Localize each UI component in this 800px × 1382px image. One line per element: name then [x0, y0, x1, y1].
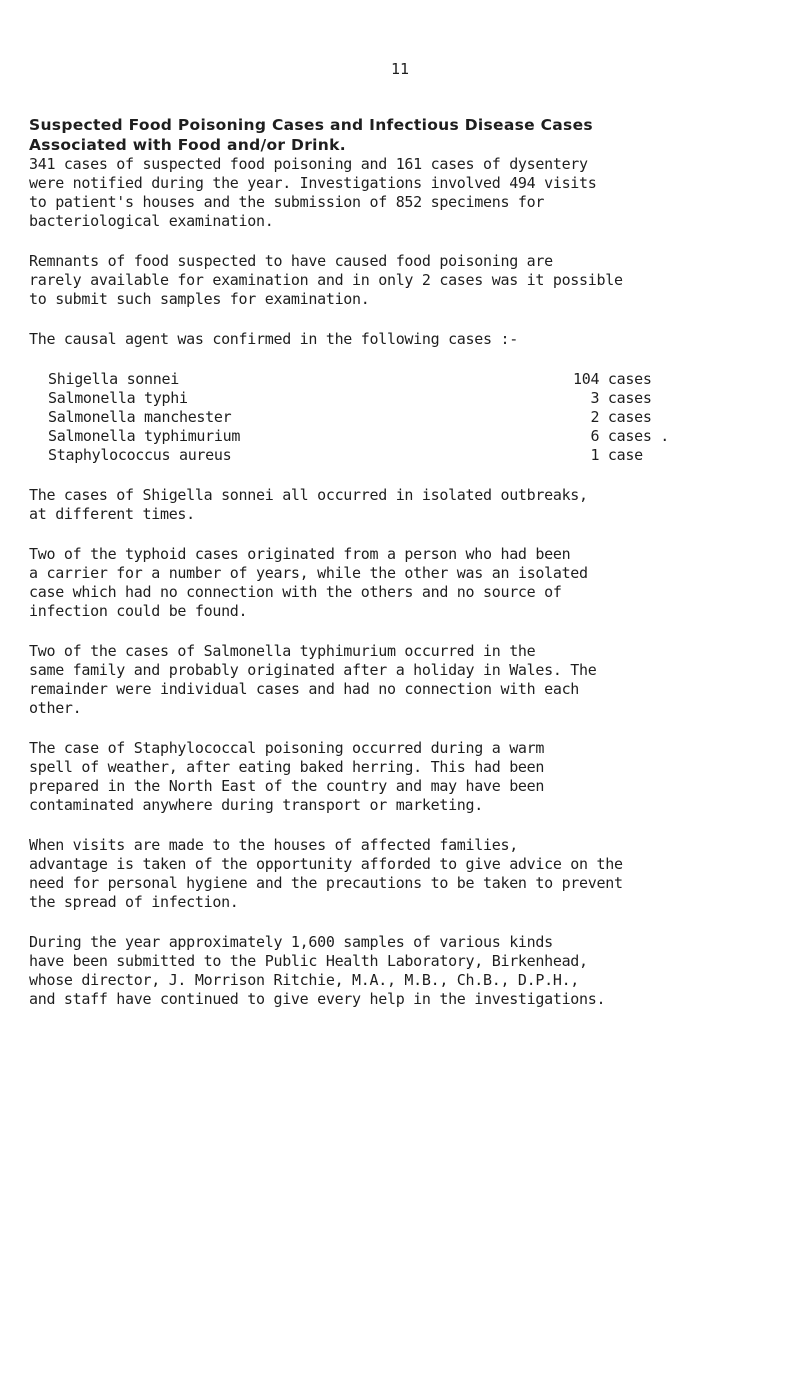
- paragraph-shigella: The cases of Shigella sonnei all occurred in isolated outbreaks, at different times.: [29, 486, 588, 523]
- list-item: [48, 427, 670, 446]
- paragraph-staphylococcal: The case of Staphylococcal poisoning occurred during a warm spell of weather, after eating baked herring. This had been prepared in the North East of the country and may have been contaminated anywhere during transport or marketing.: [29, 739, 545, 814]
- list-item: [48, 389, 663, 408]
- section-heading-line-1: Suspected Food Poisoning Cases and Infectious Disease Cases: [29, 116, 593, 134]
- paragraph-home-visits: When visits are made to the houses of affected families, advantage is taken of the opportunity afforded to give advice on the need for personal hygiene and the precautions to be taken to prevent the spread of infection.: [29, 836, 623, 911]
- paragraph-remnants: Remnants of food suspected to have caused food poisoning are rarely available for examination and in only 2 cases was it possible to submit such samples for examination.: [29, 252, 623, 308]
- agent-case-count: 104 cases: [573, 370, 652, 388]
- causal-agent-list: [48, 370, 670, 465]
- paragraph-salmonella-typhimurium: Two of the cases of Salmonella typhimurium occurred in the same family and probably originated after a holiday in Wales. The remainder were individual cases and had no connection with each other.: [29, 642, 597, 717]
- paragraph-notifications: 341 cases of suspected food poisoning and 161 cases of dysentery were notified during the year. Investigations involved 494 visits to patient's houses and the submission of 852 specimens for bacteriological examination.: [29, 155, 597, 230]
- agent-name: Salmonella typhi: [48, 389, 188, 407]
- agent-name: Salmonella manchester: [48, 408, 232, 426]
- agent-case-count: 6 cases .: [573, 427, 670, 445]
- agent-name: Staphylococcus aureus: [48, 446, 232, 464]
- paragraph-laboratory: During the year approximately 1,600 samples of various kinds have been submitted to the Public Health Laboratory, Birkenhead, whose director, J. Morrison Ritchie, M.A., M.B., Ch.B., D.P.H., and staff have continued to give every help in the investigations.: [29, 933, 606, 1008]
- agent-name: Shigella sonnei: [48, 370, 179, 388]
- paragraph-typhoid: Two of the typhoid cases originated from a person who had been a carrier for a number of years, while the other was an isolated case which had no connection with the others and no source of infection could be found.: [29, 545, 588, 620]
- agent-name: Salmonella typhimurium: [48, 427, 241, 445]
- agent-case-count: 3 cases: [573, 389, 652, 407]
- list-item: [48, 370, 663, 389]
- list-item: [48, 446, 663, 465]
- page-number: 11: [390, 60, 410, 78]
- document-body: [29, 115, 779, 1009]
- list-item: [48, 408, 663, 427]
- section-heading-line-2: Associated with Food and/or Drink.: [29, 136, 346, 154]
- agent-case-count: 2 cases: [573, 408, 652, 426]
- paragraph-causal-agent-intro: The causal agent was confirmed in the following cases :-: [29, 330, 518, 348]
- agent-case-count: 1 case: [573, 446, 643, 464]
